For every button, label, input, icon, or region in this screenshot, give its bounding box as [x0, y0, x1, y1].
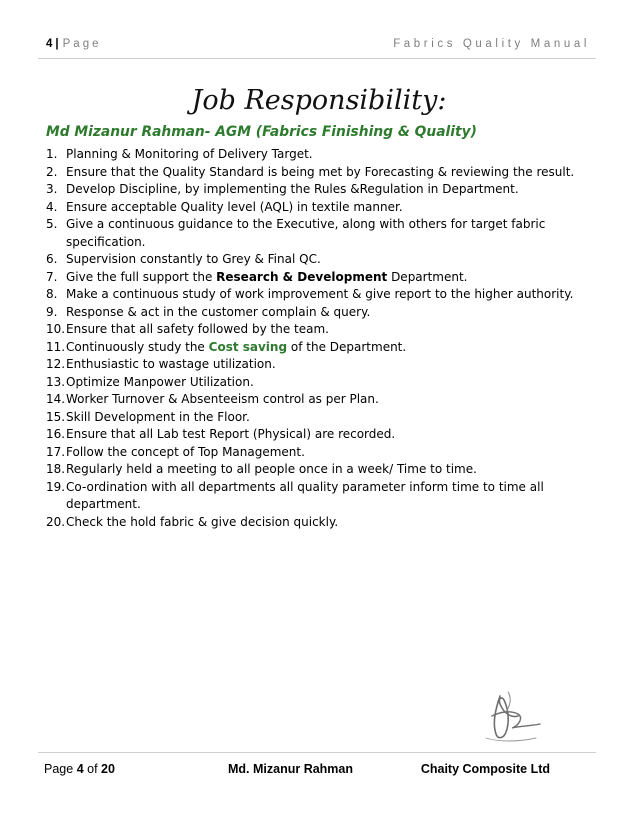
list-number: 1.: [46, 147, 58, 161]
list-item: [46, 146, 586, 164]
footer-page-count: [44, 762, 115, 776]
list-item: [46, 391, 586, 409]
responsibility-list: [46, 146, 586, 531]
list-number: 14.: [46, 392, 66, 406]
list-text: Co-ordination with all departments all quality parameter inform time to time all department.: [66, 479, 544, 511]
list-item: [46, 199, 586, 217]
list-item: [46, 251, 586, 269]
footer-page-label: Page: [44, 762, 74, 776]
list-text: Enthusiastic to wastage utilization.: [66, 357, 276, 371]
highlight-cost-saving: Cost saving: [208, 339, 288, 354]
list-text: Ensure that all Lab test Report (Physical) are recorded.: [66, 427, 396, 441]
list-number: 2.: [46, 164, 58, 179]
list-item: [46, 339, 586, 357]
footer-page-current: 4: [76, 762, 84, 776]
header-page-indicator: [46, 38, 101, 50]
list-text-post: Department.: [387, 269, 468, 284]
list-text: Skill Development in the Floor.: [66, 409, 250, 424]
list-item: [46, 269, 586, 287]
list-number: 8.: [46, 287, 58, 301]
list-number: 9.: [46, 304, 58, 319]
list-number: 4.: [46, 199, 58, 214]
list-text: Worker Turnover & Absenteeism control as per Plan.: [66, 392, 379, 406]
list-number: 16.: [46, 427, 66, 441]
person-role-heading: Md Mizanur Rahman- AGM (Fabrics Finishing & Quality): [46, 124, 477, 140]
list-text: Make a continuous study of work improvement & give report to the higher authority.: [66, 287, 574, 301]
list-text-post: of the Department.: [287, 339, 407, 354]
list-item: [46, 444, 586, 462]
list-text: Optimize Manpower Utilization.: [66, 374, 254, 389]
list-item: [46, 374, 586, 392]
list-text: Check the hold fabric & give decision quickly.: [66, 514, 339, 529]
list-text: Regularly held a meeting to all people once in a week/ Time to time.: [66, 462, 477, 476]
list-item: [46, 216, 586, 251]
list-number: 5.: [46, 217, 58, 231]
header-document-title: Fabrics Quality Manual: [393, 38, 590, 50]
page-footer: [38, 752, 596, 783]
signature-image: [478, 688, 548, 746]
list-text-pre: Continuously study the: [66, 339, 209, 354]
footer-page-total: 20: [101, 762, 115, 776]
list-number: 10.: [46, 322, 66, 336]
list-item: [46, 164, 586, 182]
list-number: 17.: [46, 444, 66, 459]
list-text: Give a continuous guidance to the Executive, along with others for target fabric specification.: [66, 217, 546, 249]
list-number: 20.: [46, 514, 66, 529]
list-number: 7.: [46, 269, 58, 284]
footer-author: Md. Mizanur Rahman: [228, 762, 354, 776]
list-text: Ensure that all safety followed by the team.: [66, 322, 329, 336]
list-number: 11.: [46, 339, 66, 354]
list-text-pre: Give the full support the: [66, 269, 217, 284]
list-text: Ensure acceptable Quality level (AQL) in textile manner.: [66, 199, 403, 214]
footer-of-label: of: [87, 762, 98, 776]
list-item: [46, 286, 586, 304]
list-number: 18.: [46, 462, 66, 476]
list-item: [46, 461, 586, 479]
list-number: 13.: [46, 374, 66, 389]
list-text: Follow the concept of Top Management.: [66, 444, 305, 459]
list-number: 12.: [46, 357, 66, 371]
list-number: 6.: [46, 252, 58, 266]
list-text: Planning & Monitoring of Delivery Target.: [66, 147, 313, 161]
footer-company: Chaity Composite Ltd: [420, 762, 550, 776]
list-number: 19.: [46, 479, 66, 494]
list-item: [46, 356, 586, 374]
list-number: 3.: [46, 182, 58, 196]
page-title: Job Responsibility:: [191, 85, 447, 116]
list-item: [46, 181, 586, 199]
list-item: [46, 479, 586, 514]
page-header: [38, 36, 596, 59]
list-text: Response & act in the customer complain & query.: [66, 304, 371, 319]
list-number: 15.: [46, 409, 66, 424]
list-text: Supervision constantly to Grey & Final QC.: [66, 252, 321, 266]
list-item: [46, 426, 586, 444]
list-text: Develop Discipline, by implementing the Rules &Regulation in Department.: [66, 182, 519, 196]
list-item: [46, 304, 586, 322]
header-separator: |: [55, 38, 59, 50]
list-item: [46, 514, 586, 532]
header-page-number: 4: [46, 38, 53, 50]
header-page-word: Page: [62, 38, 102, 50]
list-text: Ensure that the Quality Standard is being met by Forecasting & reviewing the result.: [66, 164, 575, 179]
highlight-research-development: Research & Development: [216, 269, 388, 284]
list-item: [46, 321, 586, 339]
list-item: [46, 409, 586, 427]
